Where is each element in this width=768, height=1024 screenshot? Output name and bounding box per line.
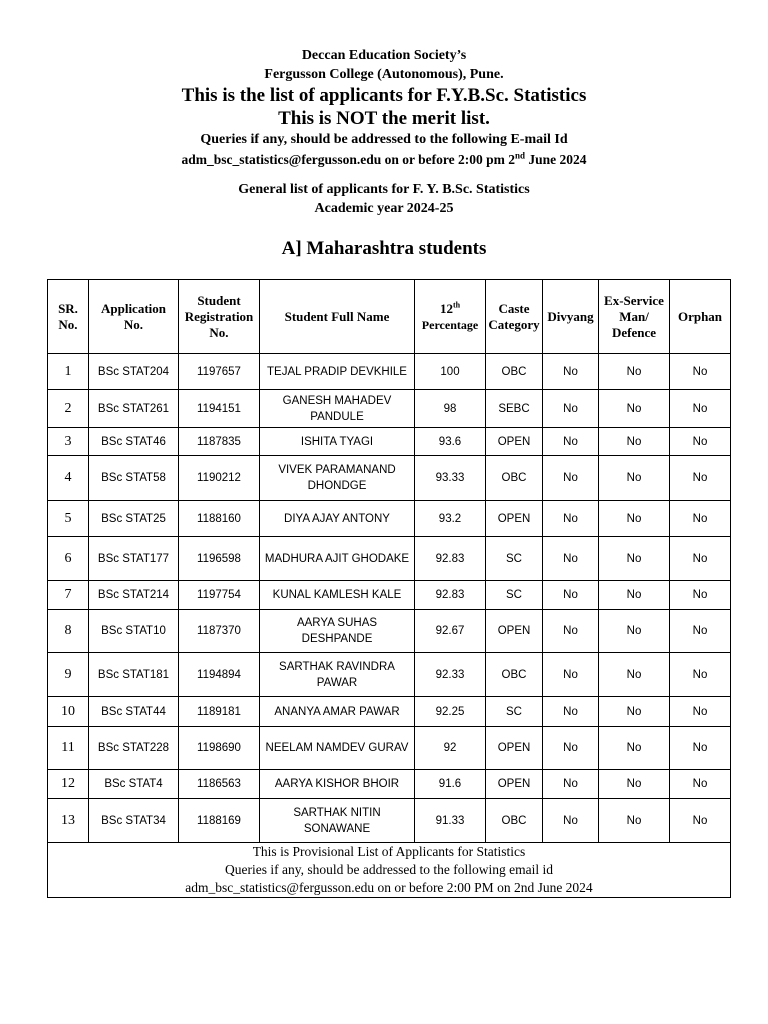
cell-ex-service: No: [599, 610, 670, 653]
cell-sr: 1: [48, 354, 89, 390]
cell-divyang: No: [543, 537, 599, 581]
footer-queries: Queries if any, should be addressed to the following email id: [225, 862, 553, 877]
cell-caste-category: SC: [486, 697, 543, 727]
cell-orphan: No: [670, 456, 731, 501]
cell-application-no: BSc STAT10: [89, 610, 179, 653]
cell-registration-no: 1189181: [179, 697, 260, 727]
col-registration-no: Student Registration No.: [179, 280, 260, 354]
cell-full-name: ANANYA AMAR PAWAR: [260, 697, 415, 727]
cell-divyang: No: [543, 697, 599, 727]
col-percentage: [415, 280, 486, 354]
cell-ex-service: No: [599, 770, 670, 799]
cell-divyang: No: [543, 456, 599, 501]
cell-divyang: No: [543, 428, 599, 456]
queries-notice: Queries if any, should be addressed to the following E-mail Id: [200, 132, 568, 147]
table-row: [48, 653, 731, 697]
col-percentage-label: Percentage: [421, 317, 479, 332]
cell-registration-no: 1190212: [179, 456, 260, 501]
cell-percentage: 92.67: [415, 610, 486, 653]
cell-divyang: No: [543, 770, 599, 799]
cell-application-no: BSc STAT181: [89, 653, 179, 697]
academic-year: Academic year 2024-25: [314, 201, 454, 216]
cell-sr: 3: [48, 428, 89, 456]
footer-provisional: This is Provisional List of Applicants for Statistics: [252, 844, 526, 859]
col-full-name: Student Full Name: [260, 280, 415, 354]
cell-application-no: BSc STAT204: [89, 354, 179, 390]
table-row: [48, 581, 731, 610]
cell-registration-no: 1186563: [179, 770, 260, 799]
cell-sr: 6: [48, 537, 89, 581]
cell-caste-category: SC: [486, 537, 543, 581]
table-row: [48, 770, 731, 799]
document-header: [0, 46, 768, 218]
cell-orphan: No: [670, 727, 731, 770]
list-title: This is the list of applicants for F.Y.B.Sc. Statistics: [181, 85, 587, 106]
table-row: [48, 354, 731, 390]
cell-orphan: No: [670, 537, 731, 581]
email-deadline-text: adm_bsc_statistics@fergusson.edu on or before 2:00 pm 2: [181, 152, 515, 167]
cell-application-no: BSc STAT214: [89, 581, 179, 610]
table-row: [48, 697, 731, 727]
cell-percentage: 92: [415, 727, 486, 770]
cell-orphan: No: [670, 770, 731, 799]
section-title: A] Maharashtra students: [281, 238, 487, 259]
cell-divyang: No: [543, 610, 599, 653]
cell-caste-category: OPEN: [486, 770, 543, 799]
cell-percentage: 92.33: [415, 653, 486, 697]
cell-orphan: No: [670, 799, 731, 843]
cell-percentage: 93.6: [415, 428, 486, 456]
col-percentage-base: 12: [439, 300, 453, 316]
cell-divyang: No: [543, 354, 599, 390]
cell-registration-no: 1187835: [179, 428, 260, 456]
cell-orphan: No: [670, 610, 731, 653]
table-row: [48, 428, 731, 456]
cell-percentage: 92.83: [415, 581, 486, 610]
cell-ex-service: No: [599, 727, 670, 770]
cell-orphan: No: [670, 501, 731, 537]
cell-orphan: No: [670, 581, 731, 610]
cell-orphan: No: [670, 653, 731, 697]
cell-orphan: No: [670, 428, 731, 456]
cell-application-no: BSc STAT25: [89, 501, 179, 537]
cell-full-name: NEELAM NAMDEV GURAV: [260, 727, 415, 770]
table-row: [48, 537, 731, 581]
cell-application-no: BSc STAT177: [89, 537, 179, 581]
cell-registration-no: 1197657: [179, 354, 260, 390]
cell-full-name: ISHITA TYAGI: [260, 428, 415, 456]
cell-application-no: BSc STAT46: [89, 428, 179, 456]
footer-row: [48, 843, 731, 898]
email-deadline-sup: nd: [514, 150, 525, 161]
table-row: [48, 456, 731, 501]
cell-sr: 8: [48, 610, 89, 653]
cell-divyang: No: [543, 799, 599, 843]
table-row: [48, 501, 731, 537]
cell-percentage: 92.25: [415, 697, 486, 727]
cell-registration-no: 1188169: [179, 799, 260, 843]
cell-ex-service: No: [599, 537, 670, 581]
table-row: [48, 610, 731, 653]
cell-caste-category: OPEN: [486, 428, 543, 456]
cell-application-no: BSc STAT34: [89, 799, 179, 843]
cell-percentage: 93.2: [415, 501, 486, 537]
cell-registration-no: 1198690: [179, 727, 260, 770]
not-merit-notice: This is NOT the merit list.: [278, 108, 490, 129]
cell-percentage: 100: [415, 354, 486, 390]
cell-sr: 12: [48, 770, 89, 799]
cell-ex-service: No: [599, 354, 670, 390]
cell-orphan: No: [670, 390, 731, 428]
col-percentage-sup: th: [452, 300, 461, 310]
cell-divyang: No: [543, 390, 599, 428]
general-list-title: General list of applicants for F. Y. B.Sc. Statistics: [238, 182, 530, 197]
cell-full-name: SARTHAK RAVINDRA PAWAR: [260, 653, 415, 697]
cell-caste-category: OPEN: [486, 727, 543, 770]
cell-full-name: MADHURA AJIT GHODAKE: [260, 537, 415, 581]
footer-email: adm_bsc_statistics@fergusson.edu on or before 2:00 PM on 2nd June 2024: [185, 880, 593, 895]
cell-ex-service: No: [599, 697, 670, 727]
cell-registration-no: 1188160: [179, 501, 260, 537]
cell-sr: 4: [48, 456, 89, 501]
college-name: Fergusson College (Autonomous), Pune.: [264, 67, 504, 82]
cell-sr: 5: [48, 501, 89, 537]
col-ex-service: Ex-Service Man/ Defence: [599, 280, 670, 354]
cell-ex-service: No: [599, 456, 670, 501]
cell-application-no: BSc STAT58: [89, 456, 179, 501]
cell-application-no: BSc STAT4: [89, 770, 179, 799]
table-row: [48, 799, 731, 843]
cell-percentage: 91.33: [415, 799, 486, 843]
cell-ex-service: No: [599, 501, 670, 537]
cell-sr: 2: [48, 390, 89, 428]
cell-sr: 10: [48, 697, 89, 727]
col-divyang: Divyang: [543, 280, 599, 354]
cell-sr: 13: [48, 799, 89, 843]
cell-orphan: No: [670, 354, 731, 390]
cell-ex-service: No: [599, 799, 670, 843]
cell-registration-no: 1197754: [179, 581, 260, 610]
cell-divyang: No: [543, 581, 599, 610]
cell-caste-category: OBC: [486, 653, 543, 697]
cell-caste-category: OPEN: [486, 501, 543, 537]
cell-caste-category: SEBC: [486, 390, 543, 428]
cell-ex-service: No: [599, 653, 670, 697]
cell-percentage: 98: [415, 390, 486, 428]
footer-cell: [48, 843, 731, 898]
cell-caste-category: OBC: [486, 456, 543, 501]
cell-application-no: BSc STAT228: [89, 727, 179, 770]
cell-sr: 9: [48, 653, 89, 697]
cell-percentage: 91.6: [415, 770, 486, 799]
applicants-table: [47, 279, 731, 898]
cell-orphan: No: [670, 697, 731, 727]
table-header-row: [48, 280, 731, 354]
cell-caste-category: SC: [486, 581, 543, 610]
col-application-no: Application No.: [89, 280, 179, 354]
cell-divyang: No: [543, 501, 599, 537]
society-name: Deccan Education Society’s: [301, 48, 467, 63]
cell-full-name: VIVEK PARAMANAND DHONDGE: [260, 456, 415, 501]
table-row: [48, 390, 731, 428]
cell-caste-category: OBC: [486, 354, 543, 390]
cell-full-name: DIYA AJAY ANTONY: [260, 501, 415, 537]
cell-divyang: No: [543, 727, 599, 770]
cell-ex-service: No: [599, 428, 670, 456]
cell-full-name: KUNAL KAMLESH KALE: [260, 581, 415, 610]
cell-divyang: No: [543, 653, 599, 697]
cell-registration-no: 1194894: [179, 653, 260, 697]
cell-registration-no: 1187370: [179, 610, 260, 653]
cell-full-name: TEJAL PRADIP DEVKHILE: [260, 354, 415, 390]
cell-full-name: AARYA KISHOR BHOIR: [260, 770, 415, 799]
email-deadline-month: June 2024: [524, 152, 587, 167]
cell-application-no: BSc STAT261: [89, 390, 179, 428]
cell-sr: 7: [48, 581, 89, 610]
cell-percentage: 92.83: [415, 537, 486, 581]
cell-percentage: 93.33: [415, 456, 486, 501]
cell-full-name: AARYA SUHAS DESHPANDE: [260, 610, 415, 653]
cell-ex-service: No: [599, 390, 670, 428]
cell-sr: 11: [48, 727, 89, 770]
cell-full-name: SARTHAK NITIN SONAWANE: [260, 799, 415, 843]
cell-full-name: GANESH MAHADEV PANDULE: [260, 390, 415, 428]
cell-caste-category: OBC: [486, 799, 543, 843]
col-orphan: Orphan: [670, 280, 731, 354]
cell-registration-no: 1196598: [179, 537, 260, 581]
col-caste-category: Caste Category: [486, 280, 543, 354]
cell-application-no: BSc STAT44: [89, 697, 179, 727]
cell-ex-service: No: [599, 581, 670, 610]
cell-registration-no: 1194151: [179, 390, 260, 428]
table-row: [48, 727, 731, 770]
col-sr: SR. No.: [48, 280, 89, 354]
cell-caste-category: OPEN: [486, 610, 543, 653]
email-deadline: [0, 149, 768, 170]
